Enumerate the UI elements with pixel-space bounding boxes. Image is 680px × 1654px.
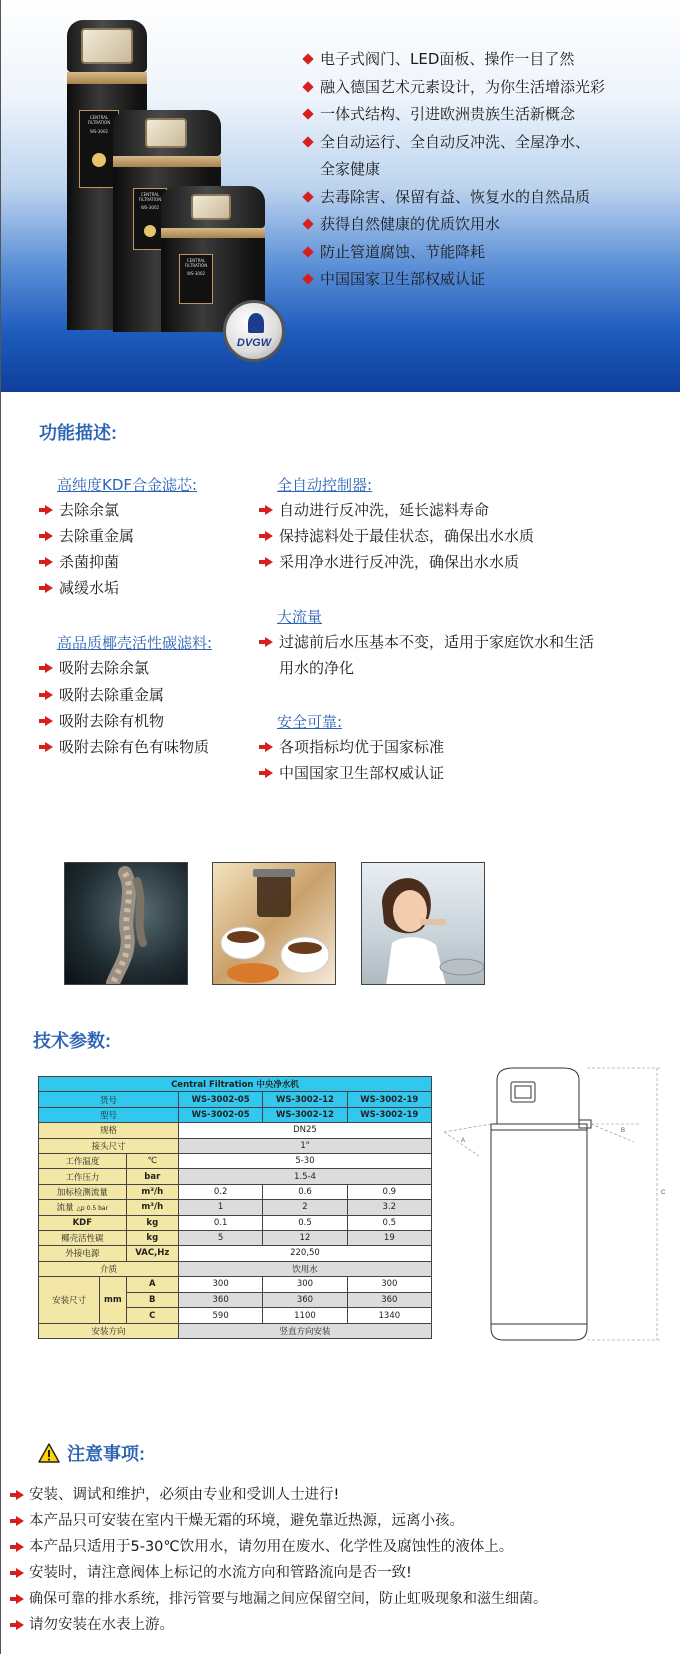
diamond-bullet-icon: [302, 53, 313, 64]
feature-item: 获得自然健康的优质饮用水: [304, 211, 674, 239]
arrow-bullet-icon: [10, 1542, 24, 1552]
table-row: 安装方向 竖直方向安装: [39, 1324, 432, 1339]
caution-item: 安装、调试和维护，必须由专业和受训人士进行!: [9, 1482, 679, 1508]
woman-drinking-photo: [361, 862, 485, 985]
carbon-subtitle: 高品质椰壳活性碳滤料:: [57, 634, 213, 652]
table-row: 加标检测流量 m³/h 0.2 0.6 0.9: [39, 1184, 432, 1199]
led-panel: [81, 28, 133, 64]
feature-item: 电子式阀门、LED面板、操作一目了然: [304, 46, 674, 74]
flame-icon: [248, 313, 264, 333]
flow-subtitle: 大流量: [277, 608, 323, 626]
arrow-bullet-icon: [39, 742, 53, 752]
arrow-bullet-icon: [259, 768, 273, 778]
table-row: 型号 WS-3002-05 WS-3002-12 WS-3002-19: [39, 1107, 432, 1122]
table-row: 安装尺寸 mm A 300 300 300: [39, 1277, 432, 1293]
spec-table: [38, 1076, 432, 1339]
dimension-label-c: C: [661, 1190, 666, 1196]
carbon-item: 吸附去除有机物: [37, 708, 164, 734]
diamond-bullet-icon: [302, 81, 313, 92]
led-panel: [145, 118, 187, 148]
table-row: B 360 360 360: [39, 1292, 432, 1308]
kdf-item: 去除余氯: [37, 497, 119, 523]
kdf-subtitle: 高纯度KDF合金滤芯:: [57, 476, 198, 494]
arrow-bullet-icon: [39, 583, 53, 593]
arrow-bullet-icon: [259, 742, 273, 752]
caution-item: 本产品只适用于5-30℃饮用水，请勿用在废水、化学性及腐蚀性的液体上。: [9, 1534, 679, 1560]
smiley-icon: [92, 153, 106, 167]
controller-item: 保持滤料处于最佳状态，确保出水水质: [257, 523, 534, 549]
caution-item: 本产品只可安装在室内干燥无霜的环境，避免靠近热源，远离小孩。: [9, 1508, 679, 1534]
kdf-item: 杀菌抑菌: [37, 549, 119, 575]
feature-item: 中国国家卫生部权威认证: [304, 266, 674, 294]
safety-subtitle: 安全可靠:: [277, 713, 343, 731]
feature-item: 全自动运行、全自动反冲洗、全屋净水、: [304, 129, 674, 157]
table-caption-row: [39, 1077, 432, 1092]
dimension-label-b: B: [621, 1128, 626, 1134]
dimension-label-a: A: [461, 1138, 466, 1144]
arrow-bullet-icon: [259, 505, 273, 515]
diamond-bullet-icon: [302, 136, 313, 147]
diamond-bullet-icon: [302, 273, 313, 284]
arrow-bullet-icon: [10, 1568, 24, 1578]
controller-item: 采用净水进行反冲洗，确保出水水质: [257, 549, 519, 575]
function-section-title: 功能描述:: [39, 423, 117, 443]
kdf-item: 减缓水垢: [37, 575, 119, 601]
feature-item-continued: 全家健康: [320, 160, 381, 178]
caution-section-title: 注意事项:: [67, 1444, 145, 1464]
table-row: 椰壳活性碳 kg 5 12 19: [39, 1230, 432, 1245]
caution-item: 确保可靠的排水系统，排污管要与地漏之间应保留空间，防止虹吸现象和滋生细菌。: [9, 1586, 679, 1612]
arrow-bullet-icon: [259, 531, 273, 541]
table-row: 介质 饮用水: [39, 1261, 432, 1276]
caution-list: [9, 1482, 679, 1638]
warning-icon: [38, 1443, 60, 1463]
safety-item: 中国国家卫生部权威认证: [257, 760, 444, 786]
feature-item: 一体式结构、引进欧洲贵族生活新概念: [304, 101, 674, 129]
arrow-bullet-icon: [39, 505, 53, 515]
feature-item: 防止管道腐蚀、节能降耗: [304, 239, 674, 267]
table-row: C 590 1100 1340: [39, 1308, 432, 1324]
flow-item: 过滤前后水压基本不变，适用于家庭饮水和生活: [257, 629, 667, 655]
caution-item: 请勿安装在水表上游。: [9, 1612, 679, 1638]
flow-item-continued: 用水的净化: [279, 659, 355, 677]
controller-item: 自动进行反冲洗，延长滤料寿命: [257, 497, 489, 523]
arrow-bullet-icon: [10, 1594, 24, 1604]
arrow-bullet-icon: [39, 690, 53, 700]
diamond-bullet-icon: [302, 218, 313, 229]
diamond-bullet-icon: [302, 246, 313, 257]
arrow-bullet-icon: [39, 716, 53, 726]
controller-subtitle: 全自动控制器:: [277, 476, 373, 494]
led-panel: [191, 194, 231, 220]
table-row: 外接电源 VAC,Hz 220,50: [39, 1246, 432, 1261]
feature-list: [304, 46, 674, 294]
arrow-bullet-icon: [10, 1490, 24, 1500]
feature-item: 去毒除害、保留有益、恢复水的自然品质: [304, 184, 674, 212]
table-row: 规格 DN25: [39, 1123, 432, 1138]
table-row: KDF kg 0.1 0.5 0.5: [39, 1215, 432, 1230]
arrow-bullet-icon: [259, 637, 273, 647]
feature-item: 融入德国艺术元素设计，为你生活增添光彩: [304, 74, 674, 102]
arrow-bullet-icon: [10, 1620, 24, 1630]
product-banner: [1, 0, 680, 392]
name-plate: CENTRAL FILTRATION WS-3002: [79, 110, 119, 188]
arrow-bullet-icon: [39, 663, 53, 673]
arrow-bullet-icon: [10, 1516, 24, 1526]
table-caption: Central Filtration 中央净水机: [39, 1077, 432, 1092]
table-row: 货号 WS-3002-05 WS-3002-12 WS-3002-19: [39, 1092, 432, 1107]
tech-section-title: 技术参数:: [33, 1031, 111, 1051]
name-plate: CENTRAL FILTRATION WS-3002: [179, 254, 213, 304]
kdf-item: 去除重金属: [37, 523, 134, 549]
carbon-item: 吸附去除重金属: [37, 682, 164, 708]
table-row: 流量 △p 0.5 bar m³/h 1 2 3.2: [39, 1200, 432, 1215]
arrow-bullet-icon: [39, 557, 53, 567]
table-row: 接头尺寸 1": [39, 1138, 432, 1153]
diamond-bullet-icon: [302, 191, 313, 202]
coffee-breakfast-photo: [212, 862, 336, 985]
caution-item: 安装时，请注意阀体上标记的水流方向和管路流向是否一致!: [9, 1560, 679, 1586]
arrow-bullet-icon: [259, 557, 273, 567]
safety-item: 各项指标均优于国家标准: [257, 734, 444, 760]
scaled-pipe-photo: [64, 862, 188, 985]
carbon-item: 吸附去除余氯: [37, 655, 149, 681]
table-row: 工作压力 bar 1.5-4: [39, 1169, 432, 1184]
table-row: 工作温度 ℃ 5-30: [39, 1153, 432, 1168]
carbon-item: 吸附去除有色有味物质: [37, 734, 209, 760]
smiley-icon: [144, 225, 156, 237]
name-plate: CENTRAL FILTRATION WS-3002: [133, 188, 167, 250]
arrow-bullet-icon: [39, 531, 53, 541]
diamond-bullet-icon: [302, 108, 313, 119]
dimension-drawing: [439, 1060, 679, 1355]
dvgw-badge: DVGW: [223, 300, 285, 362]
